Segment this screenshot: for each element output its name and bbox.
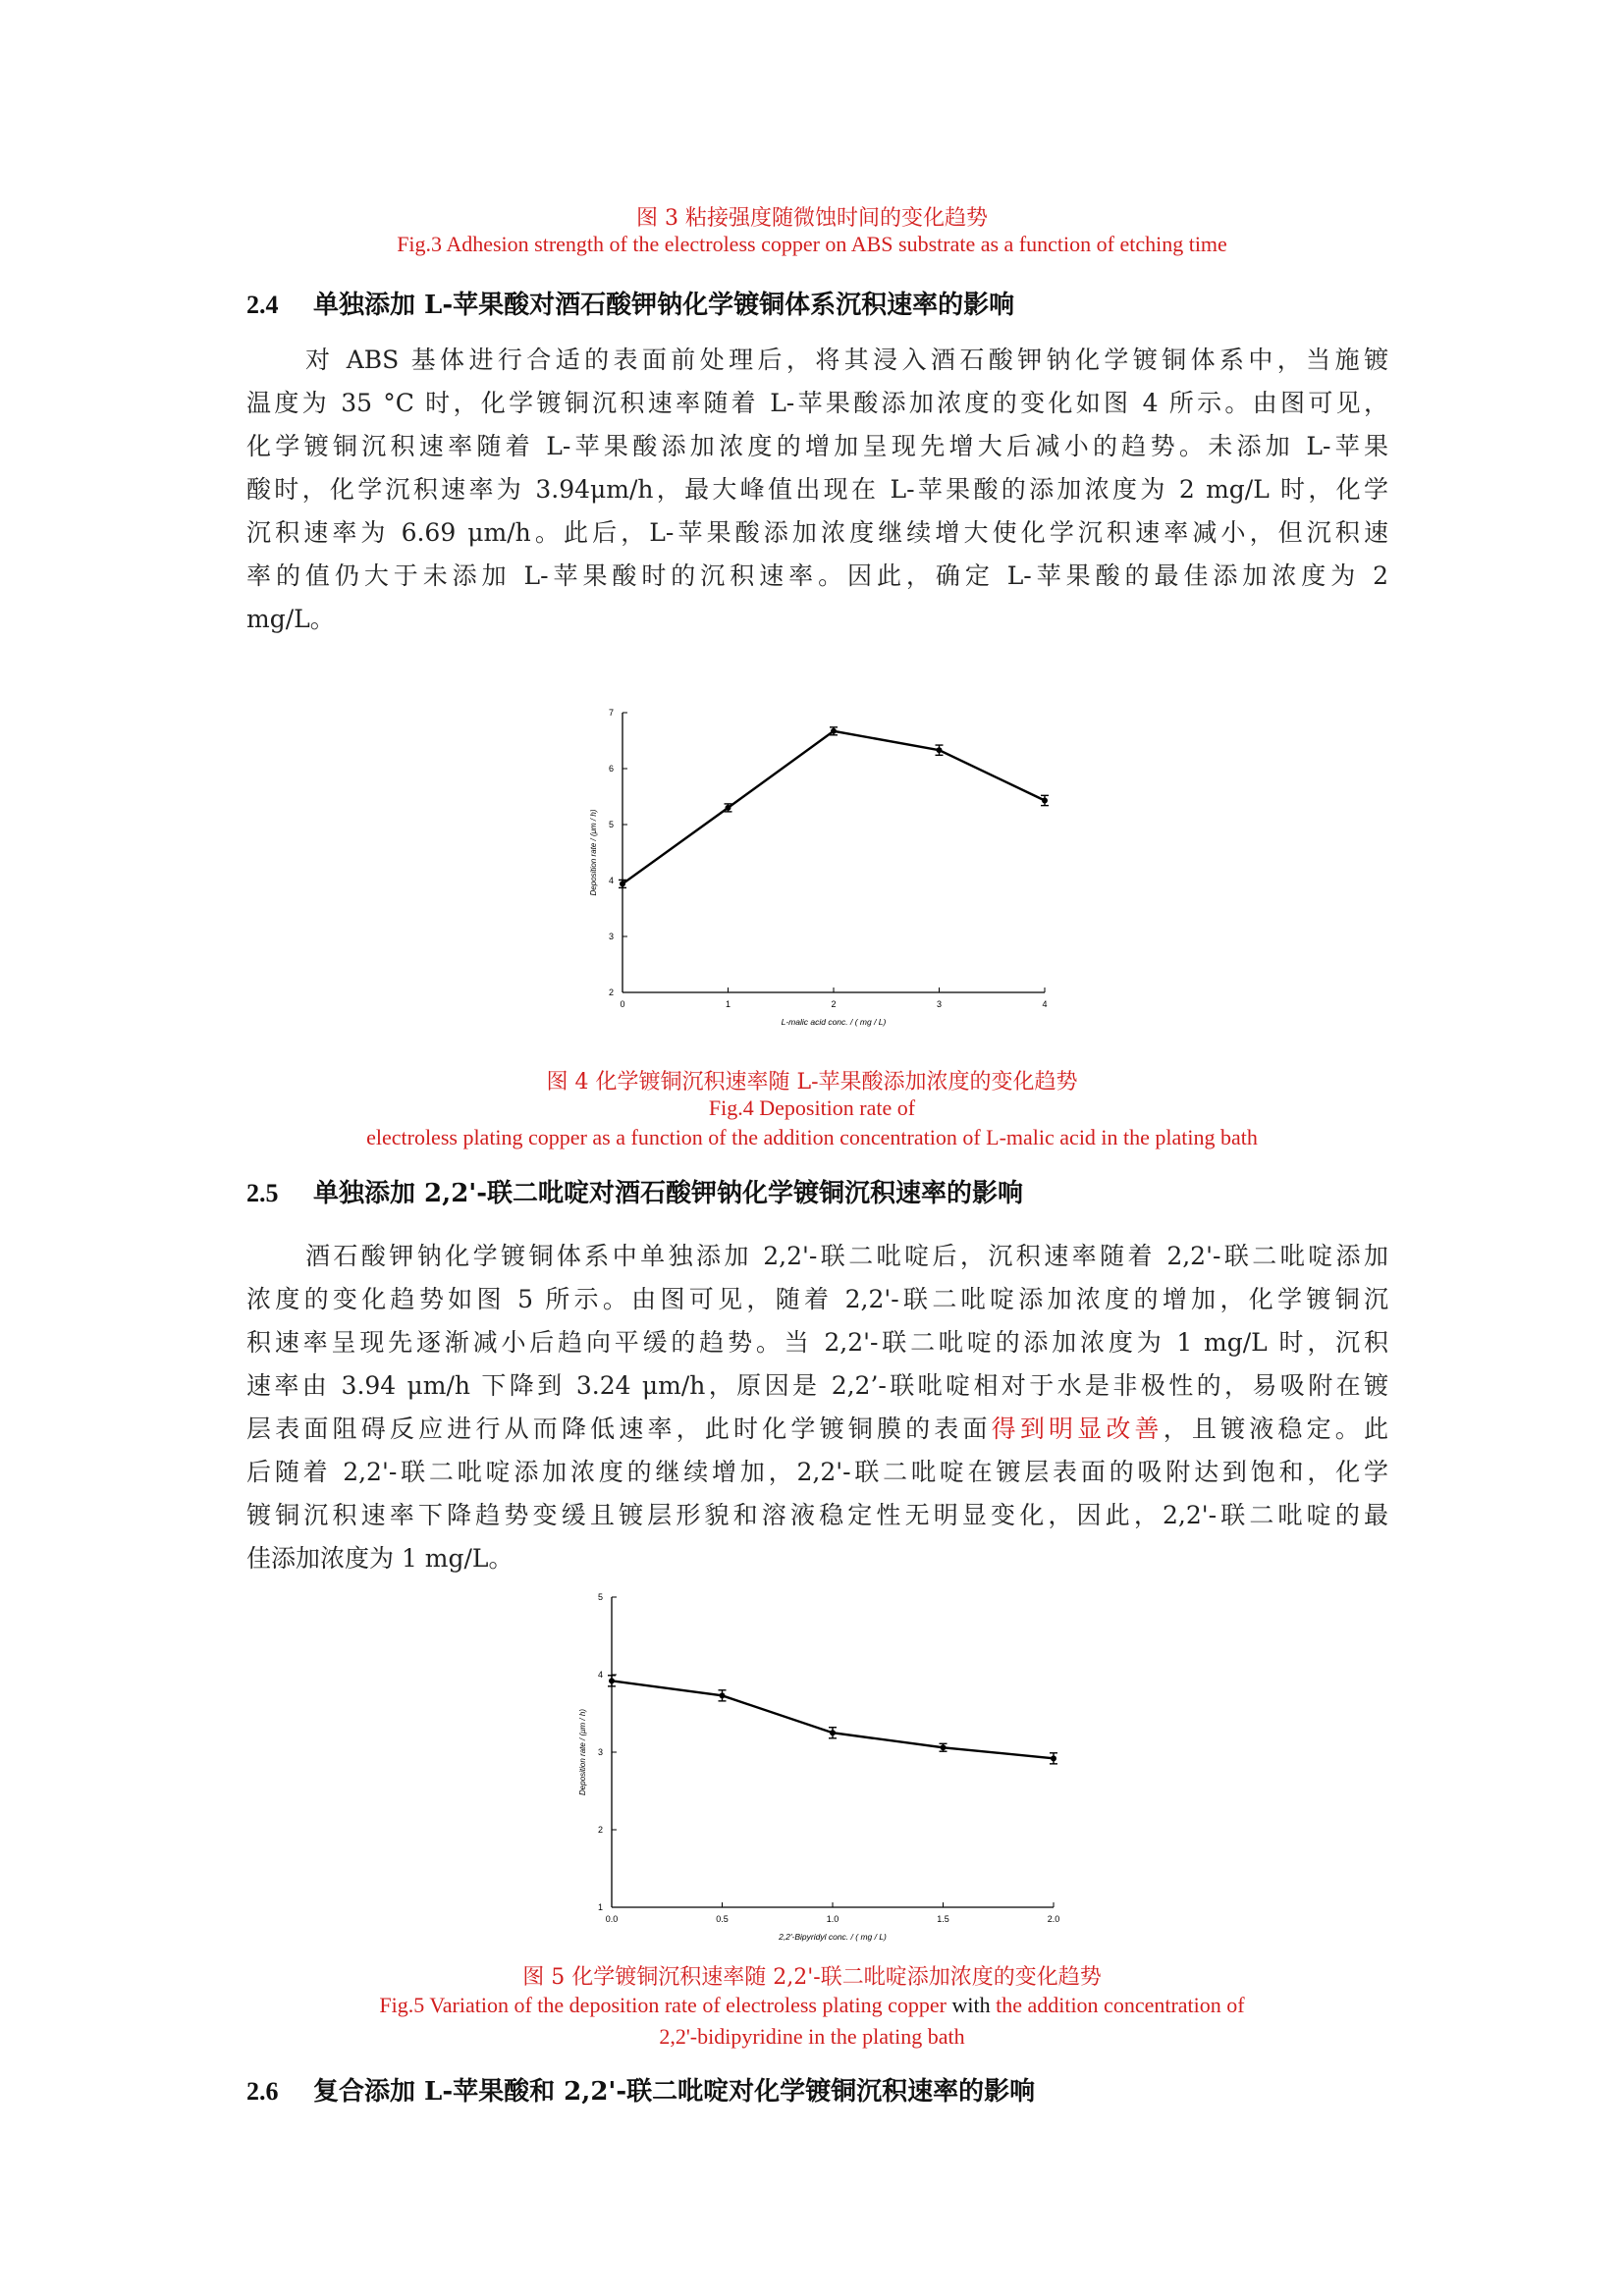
fig4-caption-cn: 图 4 化学镀铜沉积速率随 L-苹果酸添加浓度的变化趋势 (546, 1070, 1078, 1095)
x-axis-label: 2,2'-Bipyridyl conc. / ( mg / L) (779, 1932, 887, 1942)
data-point (941, 1744, 947, 1750)
section-2-5-paragraph (246, 1235, 1388, 1580)
y-axis-label: Deposition rate / (μm / h) (589, 809, 598, 896)
highlighted-text: 得到明显改善 (991, 1415, 1164, 1443)
fig4-line-chart (550, 692, 1080, 1041)
section-title: 单独添加 L-苹果酸对酒石酸钾钠化学镀铜体系沉积速率的影响 (313, 291, 1015, 320)
paragraph-line: 酒石酸钾钠化学镀铜体系中单独添加 2,2'-联二吡啶后，沉积速率随着 2,2'-联二吡啶添加 (305, 1242, 1388, 1270)
x-tick-label: 1 (725, 999, 731, 1009)
series-line (623, 731, 1045, 884)
y-tick-label: 7 (608, 708, 614, 718)
caption-segment-black: with (946, 1993, 997, 2017)
y-tick-label: 5 (597, 1592, 603, 1602)
x-tick-label: 3 (936, 999, 943, 1009)
data-point (620, 881, 625, 886)
data-point (1042, 797, 1048, 803)
y-tick-label: 5 (608, 820, 614, 829)
paragraph-line: 速率由 3.94 μm/h 下降到 3.24 μm/h，原因是 2,2’-联吡啶相对于水是非极性的，易吸附在镀 (246, 1371, 1388, 1400)
section-2-4-heading (246, 285, 1014, 321)
paragraph-segment: 层表面阻碍反应进行从而降低速率，此时化学镀铜膜的表面 (246, 1415, 992, 1443)
data-point (937, 747, 943, 753)
section-2-5-heading (246, 1173, 1023, 1209)
data-point (720, 1692, 726, 1698)
fig3-caption-en: Fig.3 Adhesion strength of the electroless copper on ABS substrate as a function of etching time (397, 232, 1227, 256)
fig3-caption-cn: 图 3 粘接强度随微蚀时间的变化趋势 (636, 206, 988, 231)
paragraph-line: 化学镀铜沉积速率随着 L-苹果酸添加浓度的增加呈现先增大后减小的趋势。未添加 L-苹果 (246, 432, 1388, 460)
x-tick-label: 2.0 (1047, 1914, 1060, 1924)
section-number: 2.4 (246, 291, 279, 319)
x-tick-label: 2 (831, 999, 837, 1009)
y-tick-label: 6 (608, 764, 614, 774)
paragraph-segment: ，且镀液稳定。此 (1163, 1415, 1388, 1443)
section-2-4-paragraph (246, 339, 1388, 641)
section-title: 单独添加 2,2'-联二吡啶对酒石酸钾钠化学镀铜沉积速率的影响 (313, 1179, 1024, 1208)
paragraph-line: 浓度的变化趋势如图 5 所示。由图可见，随着 2,2'-联二吡啶添加浓度的增加，化学镀铜沉 (246, 1285, 1388, 1313)
fig5-caption-en-line2: 2,2'-bidipyridine in the plating bath (659, 2024, 965, 2049)
paragraph-line: 酸时，化学沉积速率为 3.94μm/h，最大峰值出现在 L-苹果酸的添加浓度为 2 mg/L 时，化学 (246, 475, 1388, 504)
y-tick-label: 2 (597, 1825, 603, 1835)
caption-segment: the addition concentration of (996, 1993, 1245, 2017)
x-tick-label: 1.5 (937, 1914, 949, 1924)
paragraph-line: 佳添加浓度为 1 mg/L。 (246, 1544, 514, 1573)
y-tick-label: 2 (608, 988, 614, 997)
data-point (726, 805, 731, 811)
data-point (1051, 1755, 1056, 1761)
section-number: 2.5 (246, 1179, 279, 1207)
section-title: 复合添加 L-苹果酸和 2,2'-联二吡啶对化学镀铜沉积速率的影响 (313, 2077, 1036, 2107)
section-2-6-heading (246, 2071, 1035, 2108)
paragraph-line: 镀铜沉积速率下降趋势变缓且镀层形貌和溶液稳定性无明显变化，因此，2,2'-联二吡啶的最 (246, 1501, 1388, 1529)
y-tick-label: 3 (608, 932, 614, 941)
paragraph-line: 率的值仍大于未添加 L-苹果酸时的沉积速率。因此，确定 L-苹果酸的最佳添加浓度为 2 (246, 561, 1388, 590)
y-axis-label: Deposition rate / (μm / h) (578, 1709, 587, 1795)
paragraph-line: 积速率呈现先逐渐减小后趋向平缓的趋势。当 2,2'-联二吡啶的添加浓度为 1 mg/L 时，沉积 (246, 1328, 1388, 1357)
x-tick-label: 1.0 (826, 1914, 839, 1924)
paragraph-line: 对 ABS 基体进行合适的表面前处理后，将其浸入酒石酸钾钠化学镀铜体系中，当施镀 (305, 346, 1388, 374)
fig5-line-chart (550, 1585, 1080, 1953)
paragraph-line: 后随着 2,2'-联二吡啶添加浓度的继续增加，2,2'-联二吡啶在镀层表面的吸附达到饱和，化学 (246, 1458, 1388, 1486)
data-point (609, 1678, 615, 1683)
x-tick-label: 0.0 (605, 1914, 619, 1924)
x-axis-label: L-malic acid conc. / ( mg / L) (781, 1017, 887, 1027)
y-tick-label: 4 (608, 876, 614, 885)
section-number: 2.6 (246, 2077, 279, 2106)
fig5-caption-cn: 图 5 化学镀铜沉积速率随 2,2'-联二吡啶添加浓度的变化趋势 (522, 1965, 1102, 1990)
caption-segment: Fig.5 Variation of the deposition rate of electroless plating copper (379, 1993, 947, 2017)
y-tick-label: 3 (597, 1747, 603, 1757)
data-point (831, 728, 837, 734)
x-tick-label: 0.5 (716, 1914, 729, 1924)
x-tick-label: 4 (1042, 999, 1048, 1009)
x-tick-label: 0 (620, 999, 625, 1009)
series-line (612, 1681, 1054, 1758)
paragraph-line (246, 1408, 1388, 1451)
paragraph-line: 沉积速率为 6.69 μm/h。此后，L-苹果酸添加浓度继续增大使化学沉积速率减小，但沉积速 (246, 518, 1388, 547)
paragraph-line: 温度为 35 °C 时，化学镀铜沉积速率随着 L-苹果酸添加浓度的变化如图 4 所示。由图可见， (246, 389, 1388, 417)
fig5-caption-en-line1 (0, 1993, 1624, 2018)
fig4-caption-en-line1: Fig.4 Deposition rate of (708, 1095, 916, 1120)
fig4-caption-en-line2: electroless plating copper as a function of the addition concentration of L-malic acid in the plating bath (366, 1125, 1258, 1149)
y-tick-label: 1 (597, 1902, 603, 1912)
paragraph-line: mg/L。 (246, 605, 335, 633)
y-tick-label: 4 (597, 1670, 603, 1680)
data-point (830, 1730, 836, 1735)
